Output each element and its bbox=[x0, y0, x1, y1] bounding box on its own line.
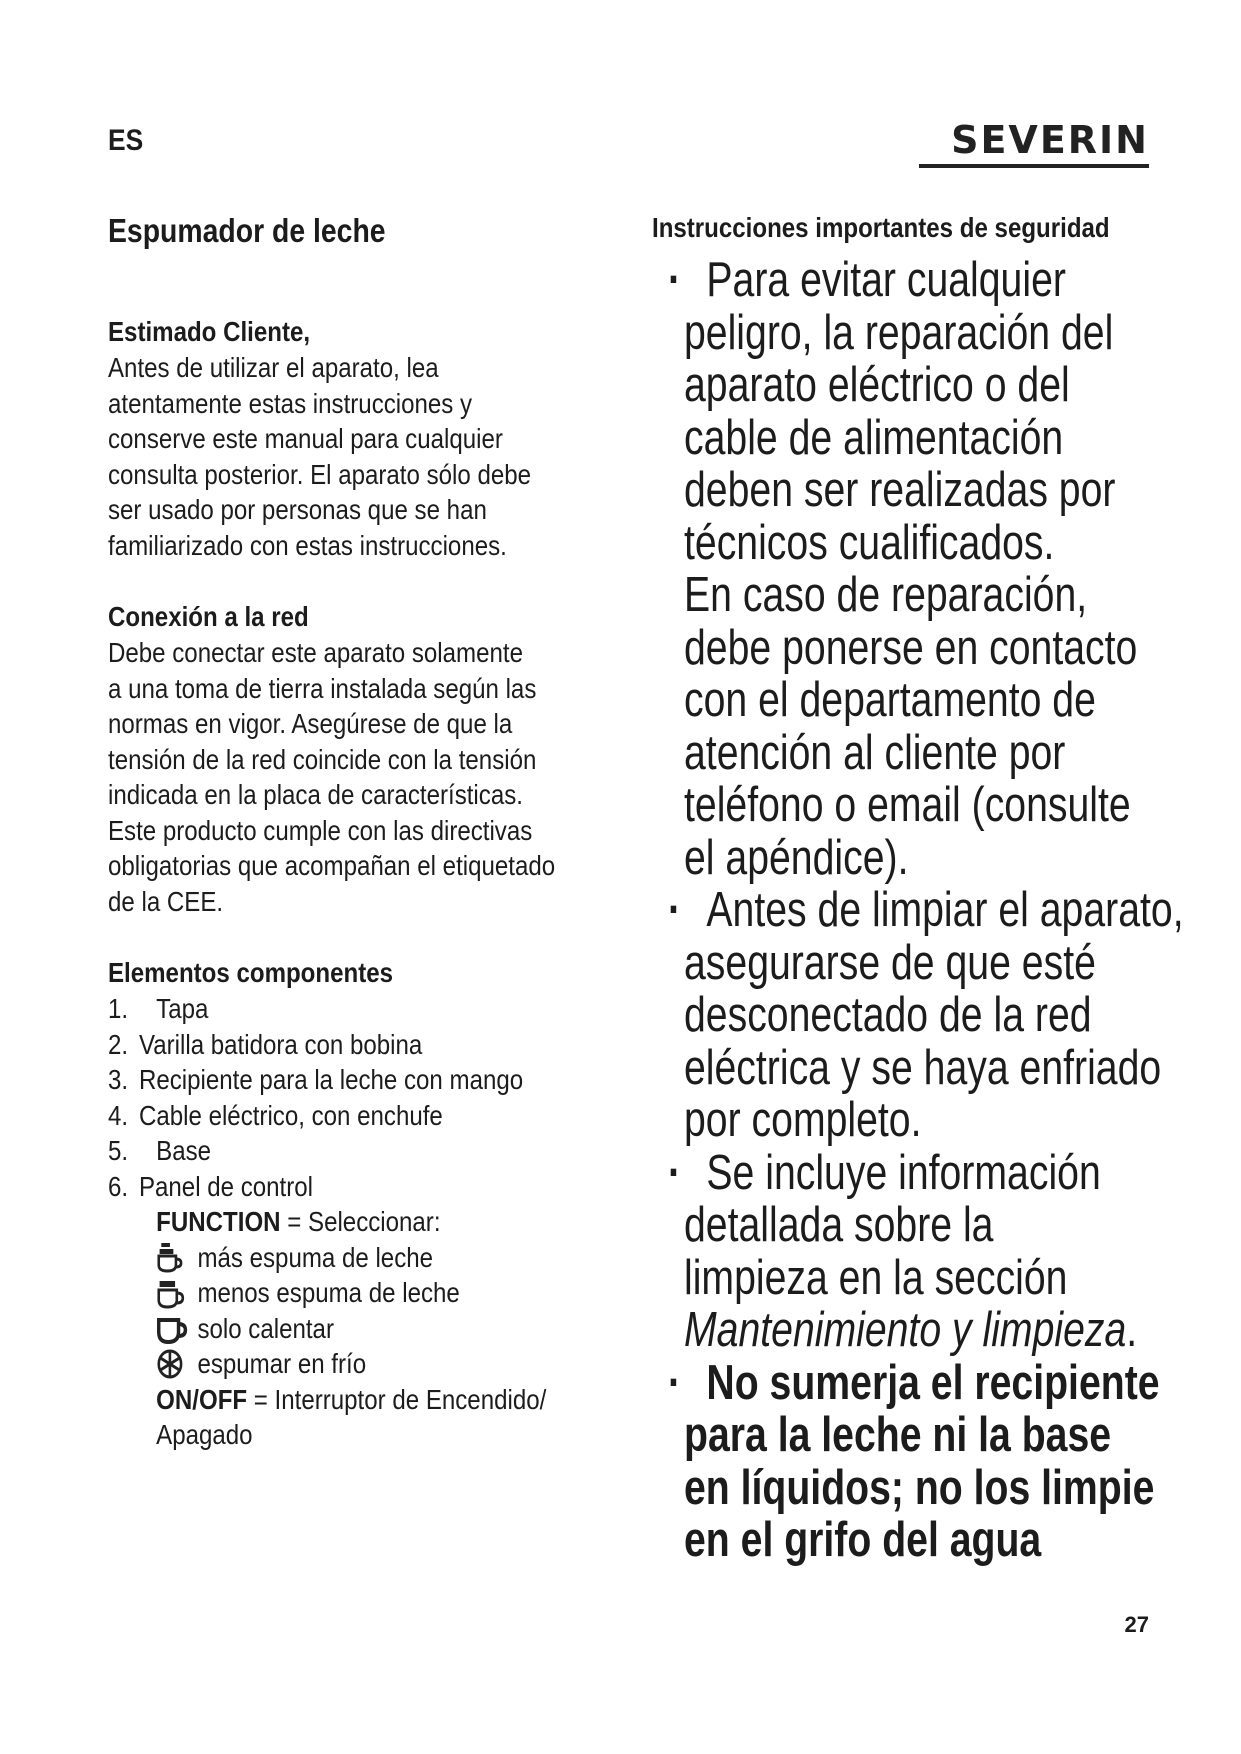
customer-text bbox=[108, 350, 628, 563]
text-line: indicada en la placa de características. bbox=[108, 779, 523, 810]
text-line: desconectado de la red bbox=[684, 988, 1092, 1042]
text-line: obligatorias que acompañan el etiquetado bbox=[108, 850, 556, 881]
text-line: Antes de utilizar el aparato, lea bbox=[108, 352, 439, 383]
item-number: 5. bbox=[108, 1135, 129, 1166]
right-column bbox=[652, 212, 1212, 1567]
onoff-text: = Interruptor de Encendido/ bbox=[247, 1383, 547, 1415]
page-number: 27 bbox=[1124, 1612, 1149, 1637]
safety-instructions bbox=[652, 254, 1212, 1567]
function-label-text: menos espuma de leche bbox=[197, 1277, 460, 1308]
safety-item-warning bbox=[652, 1357, 1212, 1567]
connection-heading: Conexión a la red bbox=[108, 601, 309, 632]
item-number: 6. bbox=[108, 1170, 129, 1202]
text-line: ser usado por personas que se han bbox=[108, 494, 487, 525]
text-line: el apéndice). bbox=[684, 830, 909, 885]
safety-title: Instrucciones importantes de seguridad bbox=[652, 212, 1110, 243]
text-line: debe ponerse en contacto bbox=[684, 620, 1138, 675]
customer-section bbox=[108, 314, 628, 563]
text-line: detallada sobre la bbox=[684, 1198, 994, 1252]
text-line: eléctrica y se haya enfriado bbox=[684, 1040, 1162, 1095]
components-list bbox=[108, 991, 628, 1204]
text-line: en el grifo del agua bbox=[684, 1513, 1042, 1567]
cup-less-foam-icon bbox=[156, 1277, 190, 1309]
customer-heading: Estimado Cliente, bbox=[108, 316, 311, 347]
text-line: consulta posterior. El aparato sólo debe bbox=[108, 458, 532, 490]
text-line: por completo. bbox=[684, 1093, 922, 1147]
bullet-dot: · bbox=[668, 1145, 682, 1200]
text-line: familiarizado con estas instrucciones. bbox=[108, 529, 507, 561]
item-label: Base bbox=[156, 1135, 212, 1166]
connection-text bbox=[108, 635, 628, 919]
text-line: de la CEE. bbox=[108, 885, 224, 917]
text-line: peligro, la reparación del bbox=[684, 305, 1114, 360]
item-number: 3. bbox=[108, 1064, 129, 1095]
item-label: Cable eléctrico, con enchufe bbox=[138, 1099, 443, 1131]
onoff-line-continued: Apagado bbox=[156, 1419, 253, 1450]
period: . bbox=[1126, 1303, 1138, 1357]
brand-underline bbox=[919, 164, 1149, 168]
safety-first-line: Para evitar cualquier bbox=[706, 253, 1066, 307]
function-option bbox=[156, 1240, 628, 1276]
brand-name: SEVERIN bbox=[951, 118, 1149, 162]
section-reference: Mantenimiento y limpieza bbox=[684, 1303, 1127, 1357]
cup-more-foam-icon bbox=[156, 1241, 190, 1273]
text-line: con el departamento de bbox=[684, 673, 1096, 727]
left-column bbox=[108, 212, 628, 1453]
function-line bbox=[156, 1204, 628, 1240]
text-line: limpieza en la sección bbox=[684, 1250, 1068, 1305]
safety-first-line: Antes de limpiar el aparato, bbox=[706, 883, 1184, 937]
list-item bbox=[108, 991, 628, 1027]
control-panel-legend bbox=[108, 1204, 628, 1453]
function-option bbox=[156, 1346, 628, 1382]
components-heading: Elementos componentes bbox=[108, 957, 394, 988]
list-item bbox=[108, 1169, 628, 1205]
product-title: Espumador de leche bbox=[108, 212, 386, 249]
item-label: Varilla batidora con bobina bbox=[138, 1028, 423, 1060]
bullet-dot: · bbox=[668, 1355, 682, 1410]
item-number: 4. bbox=[108, 1099, 129, 1131]
snowflake-icon bbox=[156, 1348, 190, 1380]
function-text: = Seleccionar: bbox=[280, 1206, 441, 1237]
text-line: Debe conectar este aparato solamente bbox=[108, 637, 523, 668]
text-line: aparato eléctrico o del bbox=[684, 358, 1070, 412]
text-line: cable de alimentación bbox=[684, 410, 1064, 465]
text-line: atención al cliente por bbox=[684, 725, 1066, 780]
text-line: asegurarse de que esté bbox=[684, 935, 1096, 990]
safety-first-line: No sumerja el recipiente bbox=[706, 1355, 1160, 1410]
item-number: 2. bbox=[108, 1028, 129, 1060]
function-label-text: más espuma de leche bbox=[197, 1241, 434, 1273]
onoff-line bbox=[156, 1382, 628, 1418]
text-line: normas en vigor. Asegúrese de que la bbox=[108, 708, 513, 739]
function-option bbox=[156, 1275, 628, 1311]
cup-heat-only-icon bbox=[156, 1312, 190, 1344]
text-line: teléfono o email (consulte bbox=[684, 778, 1131, 832]
list-item bbox=[108, 1062, 628, 1098]
bullet-dot: · bbox=[668, 253, 682, 307]
function-label-text: solo calentar bbox=[197, 1312, 334, 1344]
safety-first-line: Se incluye información bbox=[706, 1145, 1101, 1200]
text-line: tensión de la red coincide con la tensión bbox=[108, 743, 537, 775]
list-item bbox=[108, 1133, 628, 1169]
text-line: deben ser realizadas por bbox=[684, 463, 1116, 517]
bullet-dot: · bbox=[668, 883, 682, 937]
components-section bbox=[108, 955, 628, 1453]
list-item bbox=[108, 1027, 628, 1063]
safety-item bbox=[652, 884, 1212, 1147]
safety-item bbox=[652, 1147, 1212, 1357]
item-label: Tapa bbox=[156, 993, 209, 1024]
connection-section bbox=[108, 599, 628, 919]
item-number: 1. bbox=[108, 993, 129, 1024]
language-code: ES bbox=[108, 124, 144, 157]
function-label: FUNCTION bbox=[156, 1206, 281, 1237]
text-line: Este producto cumple con las directivas bbox=[108, 814, 533, 846]
text-line: a una toma de tierra instalada según las bbox=[108, 672, 537, 704]
text-line: en líquidos; no los limpie bbox=[684, 1460, 1155, 1515]
item-label: Panel de control bbox=[138, 1170, 313, 1202]
safety-item bbox=[652, 254, 1212, 884]
brand-logo bbox=[919, 118, 1149, 168]
text-line: técnicos cualificados. bbox=[684, 515, 1055, 570]
onoff-label: ON/OFF bbox=[156, 1383, 248, 1415]
text-line: En caso de reparación, bbox=[684, 568, 1088, 622]
function-label-text: espumar en frío bbox=[197, 1348, 367, 1379]
list-item bbox=[108, 1098, 628, 1134]
function-option bbox=[156, 1311, 628, 1347]
item-label: Recipiente para la leche con mango bbox=[138, 1064, 524, 1095]
text-line: atentamente estas instrucciones y bbox=[108, 387, 473, 419]
text-line: para la leche ni la base bbox=[684, 1408, 1112, 1462]
text-line: conserve este manual para cualquier bbox=[108, 423, 503, 454]
